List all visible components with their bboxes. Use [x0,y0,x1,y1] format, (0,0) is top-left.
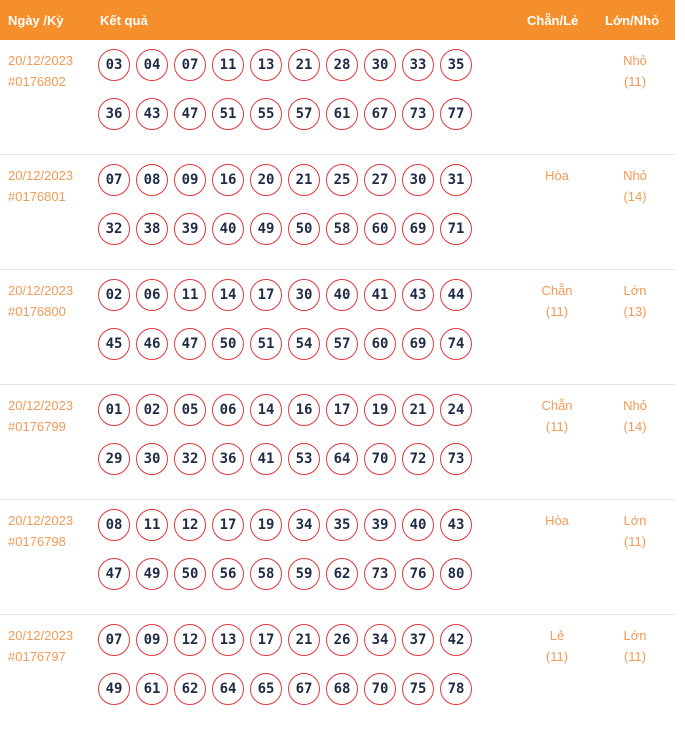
even-odd-result: Lẻ [549,628,565,643]
number-ball: 30 [136,443,168,475]
number-ball: 16 [288,394,320,426]
big-small-count: (11) [623,74,647,89]
number-ball: 21 [288,624,320,656]
number-ball: 14 [250,394,282,426]
number-ball: 11 [174,279,206,311]
even-odd-count: (11) [545,304,569,319]
number-ball: 36 [212,443,244,475]
number-ball: 77 [440,98,472,130]
number-ball: 49 [136,558,168,590]
number-ball: 29 [98,443,130,475]
number-ball: 17 [250,624,282,656]
draw-date: 20/12/2023 [8,398,74,413]
number-ball: 60 [364,213,396,245]
number-ball: 72 [402,443,434,475]
number-ball: 57 [288,98,320,130]
number-ball: 19 [364,394,396,426]
table-row [0,155,675,270]
result-numbers [98,624,483,705]
number-ball: 14 [212,279,244,311]
number-ball: 06 [136,279,168,311]
number-ball: 33 [402,49,434,81]
date-cell [8,625,73,667]
even-odd-count: (11) [545,649,569,664]
big-small-cell [600,165,670,207]
number-ball: 43 [440,509,472,541]
number-ball: 51 [250,328,282,360]
number-ball: 49 [250,213,282,245]
number-ball: 61 [326,98,358,130]
even-odd-result: Hòa [545,513,569,528]
number-ball: 07 [174,49,206,81]
number-ball: 61 [136,673,168,705]
number-ball: 47 [174,98,206,130]
table-header [0,0,675,40]
number-ball: 74 [440,328,472,360]
big-small-count: (13) [623,304,647,319]
number-ball: 09 [174,164,206,196]
number-ball: 40 [212,213,244,245]
number-ball: 65 [250,673,282,705]
draw-id: #0176799 [8,419,66,434]
number-ball: 41 [364,279,396,311]
number-ball: 47 [174,328,206,360]
number-ball: 06 [212,394,244,426]
number-ball: 67 [364,98,396,130]
number-ball: 02 [98,279,130,311]
draw-date: 20/12/2023 [8,53,74,68]
even-odd-cell [522,165,592,186]
table-row [0,385,675,500]
big-small-cell [600,395,670,437]
result-numbers [98,279,483,360]
number-ball: 54 [288,328,320,360]
number-ball: 17 [212,509,244,541]
number-ball: 26 [326,624,358,656]
number-ball: 56 [212,558,244,590]
number-ball: 41 [250,443,282,475]
draw-id: #0176797 [8,649,66,664]
date-cell [8,50,73,92]
number-ball: 13 [250,49,282,81]
number-ball: 62 [326,558,358,590]
big-small-count: (11) [623,649,647,664]
number-ball: 68 [326,673,358,705]
number-ball: 27 [364,164,396,196]
date-cell [8,510,73,552]
number-ball: 51 [212,98,244,130]
result-numbers [98,509,483,590]
number-ball: 69 [402,213,434,245]
big-small-result: Lớn [623,513,647,528]
number-ball: 19 [250,509,282,541]
number-ball: 46 [136,328,168,360]
number-ball: 34 [288,509,320,541]
number-ball: 05 [174,394,206,426]
draw-date: 20/12/2023 [8,628,74,643]
big-small-result: Lớn [623,628,647,643]
number-ball: 13 [212,624,244,656]
number-ball: 76 [402,558,434,590]
number-ball: 30 [288,279,320,311]
number-ball: 08 [98,509,130,541]
number-ball: 69 [402,328,434,360]
draw-id: #0176802 [8,74,66,89]
number-ball: 39 [364,509,396,541]
number-ball: 60 [364,328,396,360]
draw-date: 20/12/2023 [8,283,74,298]
number-ball: 31 [440,164,472,196]
number-ball: 53 [288,443,320,475]
number-ball: 01 [98,394,130,426]
number-ball: 43 [402,279,434,311]
number-ball: 64 [212,673,244,705]
number-ball: 57 [326,328,358,360]
number-ball: 62 [174,673,206,705]
table-row [0,270,675,385]
number-ball: 32 [174,443,206,475]
date-cell [8,395,73,437]
number-ball: 11 [136,509,168,541]
draw-date: 20/12/2023 [8,513,74,528]
result-numbers [98,164,483,245]
number-ball: 32 [98,213,130,245]
header-date-draw: Ngày /Kỳ [8,13,64,28]
number-ball: 17 [326,394,358,426]
even-odd-cell [522,510,592,531]
number-ball: 39 [174,213,206,245]
number-ball: 70 [364,673,396,705]
number-ball: 50 [212,328,244,360]
number-ball: 71 [440,213,472,245]
big-small-count: (11) [623,534,647,549]
number-ball: 42 [440,624,472,656]
number-ball: 30 [402,164,434,196]
number-ball: 64 [326,443,358,475]
result-numbers [98,394,483,475]
number-ball: 73 [364,558,396,590]
number-ball: 58 [326,213,358,245]
big-small-cell [600,280,670,322]
number-ball: 37 [402,624,434,656]
number-ball: 70 [364,443,396,475]
number-ball: 28 [326,49,358,81]
number-ball: 03 [98,49,130,81]
big-small-count: (14) [623,189,647,204]
number-ball: 21 [288,49,320,81]
number-ball: 36 [98,98,130,130]
date-cell [8,165,73,207]
even-odd-result: Chẵn [541,398,573,413]
number-ball: 40 [326,279,358,311]
big-small-cell [600,625,670,667]
results-body [0,40,675,729]
header-even-odd: Chẵn/Lẻ [527,13,579,28]
result-numbers [98,49,483,130]
header-big-small: Lớn/Nhỏ [605,13,660,28]
number-ball: 35 [326,509,358,541]
number-ball: 75 [402,673,434,705]
number-ball: 59 [288,558,320,590]
number-ball: 43 [136,98,168,130]
number-ball: 07 [98,624,130,656]
draw-id: #0176800 [8,304,66,319]
number-ball: 16 [212,164,244,196]
number-ball: 24 [440,394,472,426]
number-ball: 12 [174,624,206,656]
big-small-cell [600,50,670,92]
number-ball: 80 [440,558,472,590]
number-ball: 20 [250,164,282,196]
number-ball: 73 [440,443,472,475]
even-odd-cell [522,280,592,322]
number-ball: 04 [136,49,168,81]
even-odd-result: Chẵn [541,283,573,298]
number-ball: 49 [98,673,130,705]
number-ball: 09 [136,624,168,656]
number-ball: 11 [212,49,244,81]
number-ball: 78 [440,673,472,705]
number-ball: 55 [250,98,282,130]
number-ball: 50 [174,558,206,590]
date-cell [8,280,73,322]
number-ball: 73 [402,98,434,130]
number-ball: 25 [326,164,358,196]
table-row [0,500,675,615]
big-small-result: Nhỏ [623,168,647,183]
table-row [0,615,675,729]
number-ball: 44 [440,279,472,311]
big-small-result: Nhỏ [623,53,647,68]
number-ball: 40 [402,509,434,541]
draw-date: 20/12/2023 [8,168,74,183]
header-result: Kết quả [100,13,148,28]
number-ball: 21 [402,394,434,426]
big-small-result: Lớn [623,283,647,298]
number-ball: 50 [288,213,320,245]
number-ball: 67 [288,673,320,705]
even-odd-result: Hòa [545,168,569,183]
number-ball: 34 [364,624,396,656]
number-ball: 21 [288,164,320,196]
even-odd-count: (11) [545,419,569,434]
number-ball: 47 [98,558,130,590]
table-row [0,40,675,155]
even-odd-cell [522,625,592,667]
number-ball: 12 [174,509,206,541]
big-small-cell [600,510,670,552]
number-ball: 45 [98,328,130,360]
even-odd-cell [522,395,592,437]
number-ball: 38 [136,213,168,245]
draw-id: #0176798 [8,534,66,549]
number-ball: 30 [364,49,396,81]
big-small-result: Nhỏ [623,398,647,413]
number-ball: 17 [250,279,282,311]
number-ball: 08 [136,164,168,196]
number-ball: 07 [98,164,130,196]
draw-id: #0176801 [8,189,66,204]
number-ball: 35 [440,49,472,81]
big-small-count: (14) [623,419,647,434]
number-ball: 58 [250,558,282,590]
number-ball: 02 [136,394,168,426]
